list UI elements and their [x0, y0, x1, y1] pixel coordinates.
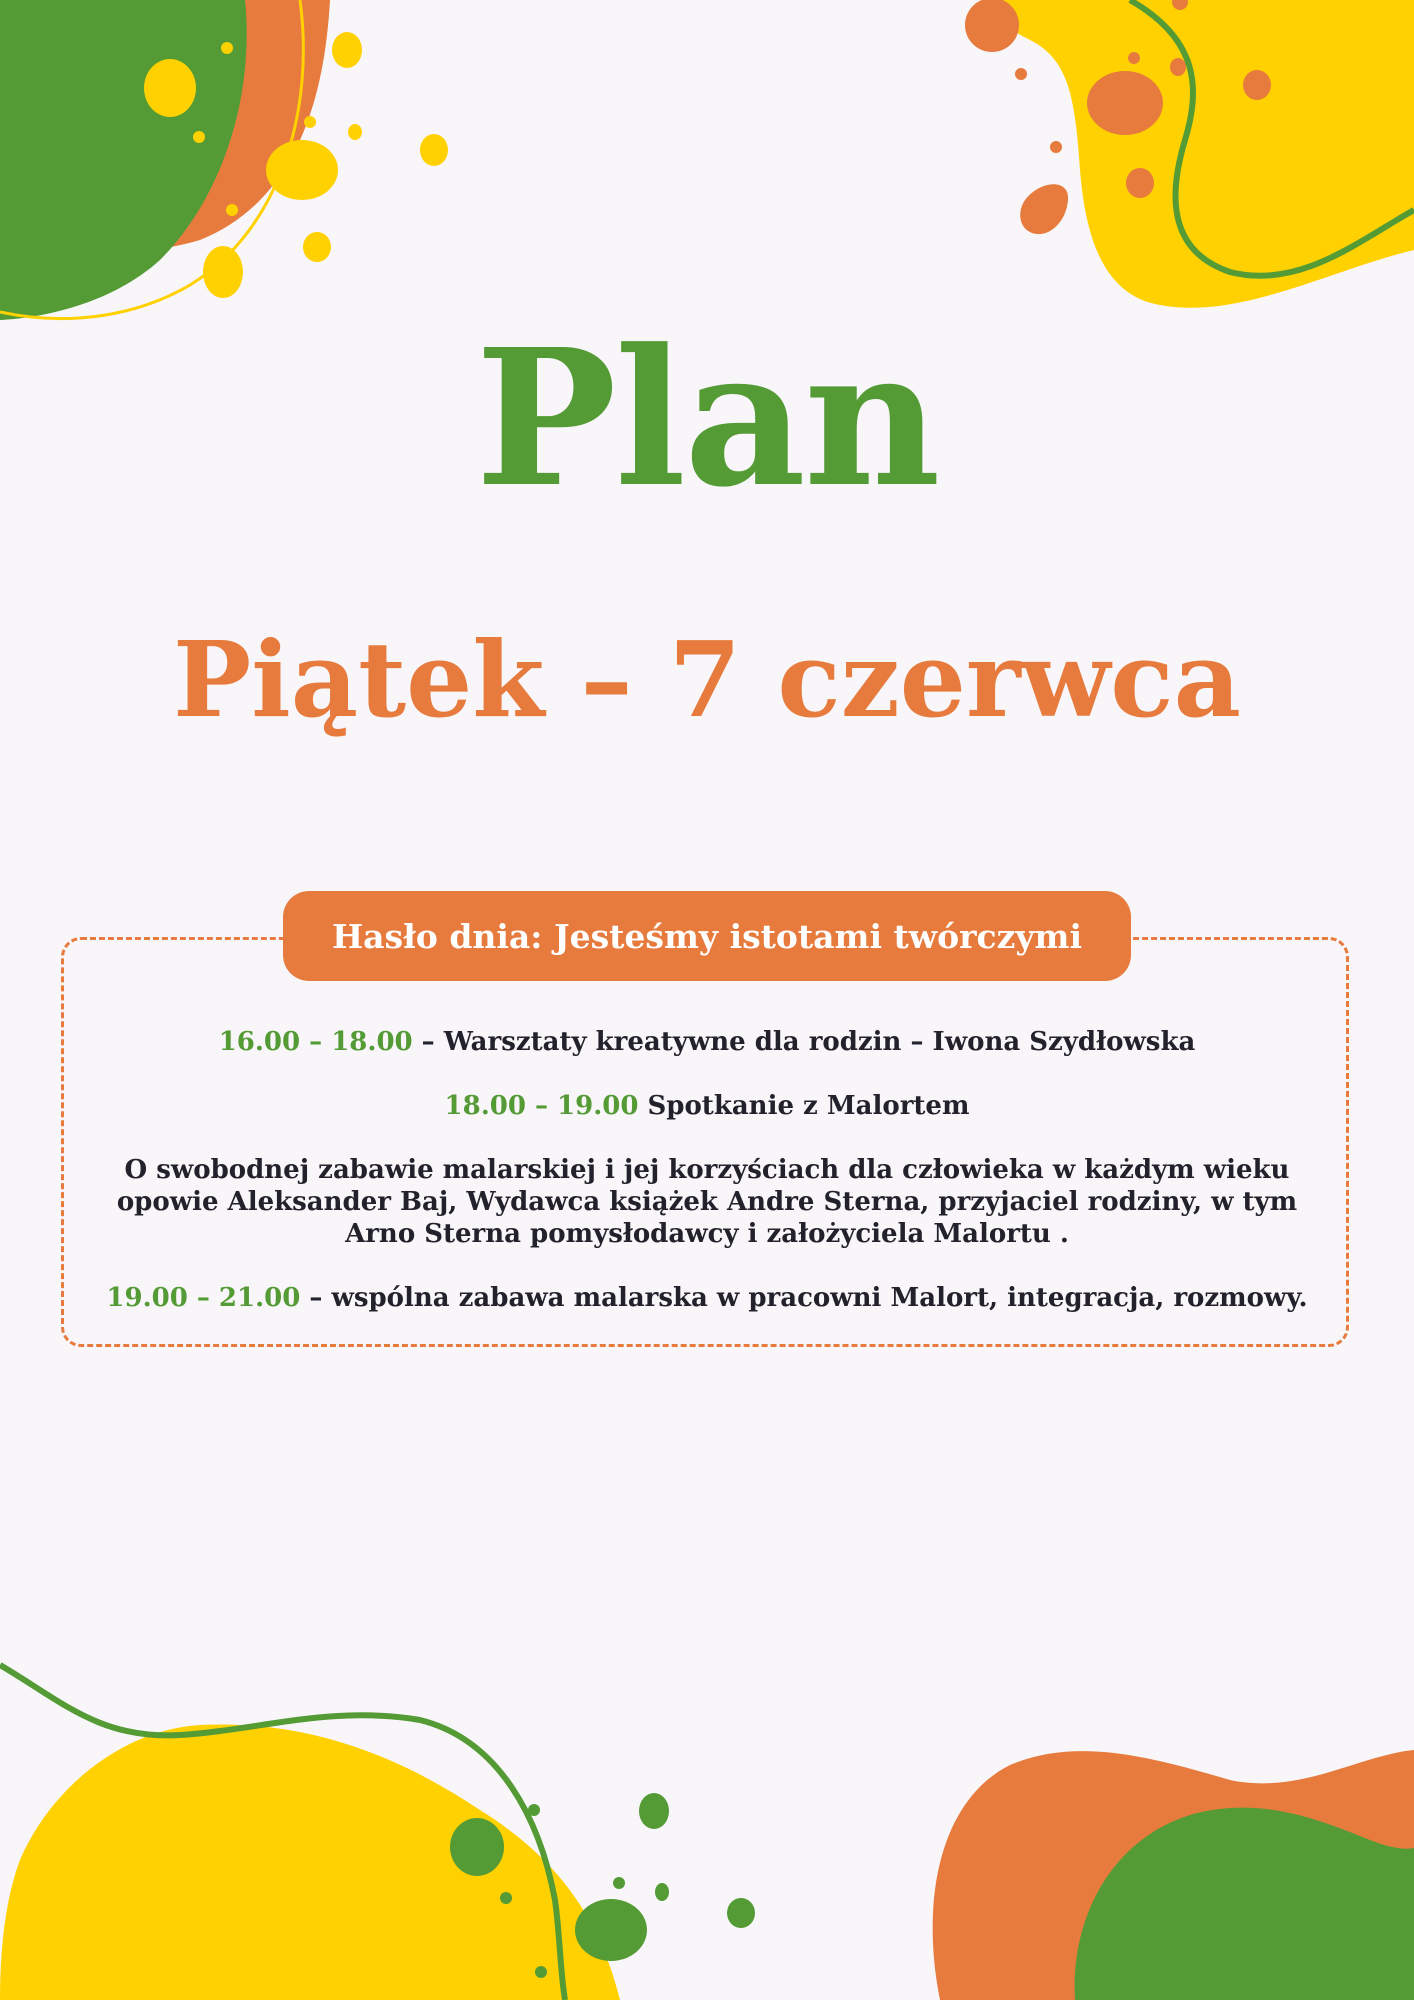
green-dot — [655, 1883, 669, 1901]
green-dot — [528, 1804, 540, 1816]
top-left-yellow-line — [0, 0, 303, 319]
green-dot — [575, 1899, 647, 1961]
orange-dot — [1126, 168, 1154, 198]
schedule-text: – wspólna zabawa malarska w pracowni Malort, integracja, rozmowy. — [300, 1283, 1308, 1313]
orange-dot — [1170, 58, 1186, 76]
schedule-time: 18.00 – 19.00 — [444, 1091, 639, 1121]
green-dot — [500, 1892, 512, 1904]
schedule-description: O swobodnej zabawie malarskiej i jej korzyściach dla człowieka w każdym wieku opowie Aleksander Baj, Wydawca książek Andre Sterna, przyjaciel rodziny, w tym Arno Sterna pomysłodawcy i założyciela Malortu . — [116, 1155, 1298, 1249]
date-subtitle: Piątek – 7 czerwca — [173, 618, 1241, 741]
orange-dot — [1020, 184, 1068, 234]
top-right-yellow-blob — [996, 0, 1414, 308]
schedule-text: Spotkanie z Malortem — [638, 1091, 970, 1121]
yellow-dot — [303, 232, 331, 262]
orange-dot — [1087, 71, 1163, 135]
yellow-dot — [348, 124, 362, 140]
yellow-dot — [226, 204, 238, 216]
top-right-green-line — [1130, 0, 1414, 276]
green-dot — [535, 1966, 547, 1978]
bottom-right-orange-blob — [933, 1750, 1414, 2000]
schedule-item — [70, 1282, 1344, 1315]
schedule-text: – Warsztaty kreatywne dla rodzin – Iwona Szydłowska — [412, 1027, 1196, 1057]
page-title: Plan — [475, 308, 939, 529]
yellow-dot — [420, 134, 448, 166]
yellow-dot — [144, 59, 196, 117]
green-dot — [613, 1877, 625, 1889]
green-dot — [450, 1818, 504, 1876]
top-left-green-blob — [0, 0, 247, 320]
orange-dot — [1128, 52, 1140, 64]
orange-dot — [1050, 141, 1062, 153]
green-dot — [727, 1898, 755, 1928]
orange-dot — [1243, 70, 1271, 100]
bottom-left-yellow-blob — [0, 1724, 620, 2000]
orange-dot — [1172, 0, 1188, 10]
top-left-orange-blob — [0, 0, 330, 252]
yellow-dot — [203, 246, 243, 298]
schedule-item — [70, 1090, 1344, 1123]
bottom-left-green-line — [0, 1665, 565, 2000]
yellow-dot — [221, 42, 233, 54]
motto-banner: Hasło dnia: Jesteśmy istotami twórczymi — [283, 891, 1131, 981]
schedule-item — [70, 1026, 1344, 1059]
yellow-dot — [266, 140, 338, 200]
schedule-time: 19.00 – 21.00 — [106, 1283, 301, 1313]
yellow-dot — [304, 116, 316, 128]
green-dot — [639, 1793, 669, 1829]
yellow-dot — [332, 32, 362, 68]
bottom-right-green-blob — [1075, 1808, 1414, 2000]
yellow-dot — [193, 131, 205, 143]
schedule-time: 16.00 – 18.00 — [218, 1027, 413, 1057]
orange-dot — [1015, 68, 1027, 80]
orange-dot — [965, 0, 1019, 52]
